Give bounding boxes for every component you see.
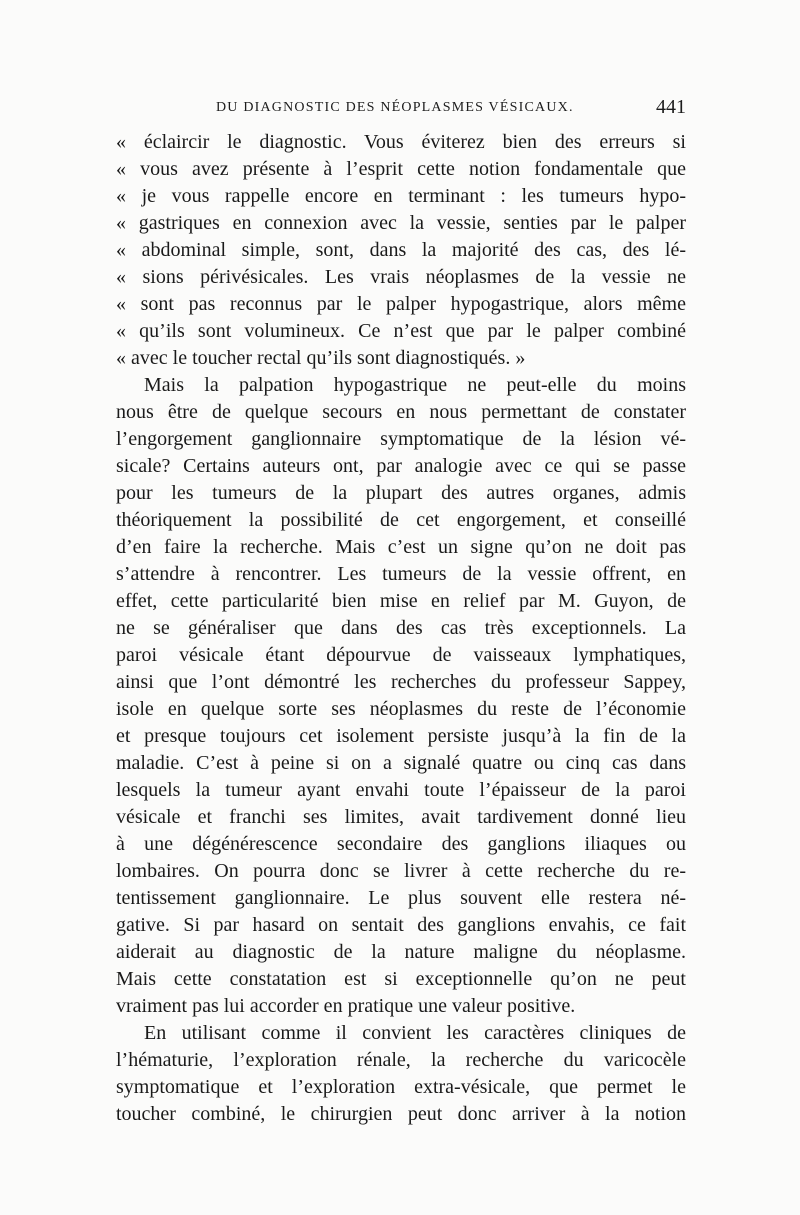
text-line: « je vous rappelle encore en terminant : les tumeurs hypo-: [116, 185, 686, 207]
text-line: « gastriques en connexion avec la vessie, senties par le palper: [116, 212, 686, 234]
text-line: aiderait au diagnostic de la nature maligne du néoplasme.: [116, 941, 686, 963]
text-line: l’hématurie, l’exploration rénale, la recherche du varicocèle: [116, 1049, 686, 1071]
text-line: effet, cette particularité bien mise en relief par M. Guyon, de: [116, 590, 686, 612]
page-header: [118, 96, 686, 122]
text-line: lombaires. On pourra donc se livrer à cette recherche du re-: [116, 860, 686, 882]
text-line: s’attendre à rencontrer. Les tumeurs de la vessie offrent, en: [116, 563, 686, 585]
text-line: à une dégénérescence secondaire des ganglions iliaques ou: [116, 833, 686, 855]
text-line: « vous avez présente à l’esprit cette notion fondamentale que: [116, 158, 686, 180]
text-line: vésicale et franchi ses limites, avait tardivement donné lieu: [116, 806, 686, 828]
text-line: gative. Si par hasard on sentait des ganglions envahis, ce fait: [116, 914, 686, 936]
text-line: ainsi que l’ont démontré les recherches du professeur Sappey,: [116, 671, 686, 693]
text-line: toucher combiné, le chirurgien peut donc arriver à la notion: [116, 1103, 686, 1125]
paragraph-first-line: En utilisant comme il convient les caractères cliniques de: [144, 1022, 686, 1044]
text-line: ne se généraliser que dans des cas très exceptionnels. La: [116, 617, 686, 639]
text-line: sicale? Certains auteurs ont, par analogie avec ce qui se passe: [116, 455, 686, 477]
page-number: 441: [656, 96, 686, 118]
text-line: isole en quelque sorte ses néoplasmes du reste de l’économie: [116, 698, 686, 720]
text-line: et presque toujours cet isolement persiste jusqu’à la fin de la: [116, 725, 686, 747]
text-line: théoriquement la possibilité de cet engorgement, et conseillé: [116, 509, 686, 531]
body-text: [116, 129, 686, 1128]
running-head: DU DIAGNOSTIC DES NÉOPLASMES VÉSICAUX.: [216, 100, 574, 115]
text-line: nous être de quelque secours en nous permettant de constater: [116, 401, 686, 423]
paragraph-first-line: Mais la palpation hypogastrique ne peut-elle du moins: [144, 374, 686, 396]
text-line: symptomatique et l’exploration extra-vésicale, que permet le: [116, 1076, 686, 1098]
text-line: « avec le toucher rectal qu’ils sont diagnostiqués. »: [116, 347, 526, 369]
text-line: tentissement ganglionnaire. Le plus souvent elle restera né-: [116, 887, 686, 909]
text-line: pour les tumeurs de la plupart des autres organes, admis: [116, 482, 686, 504]
text-line: d’en faire la recherche. Mais c’est un signe qu’on ne doit pas: [116, 536, 686, 558]
text-line: « qu’ils sont volumineux. Ce n’est que par le palper combiné: [116, 320, 686, 342]
text-line: paroi vésicale étant dépourvue de vaisseaux lymphatiques,: [116, 644, 686, 666]
text-line: Mais cette constatation est si exceptionnelle qu’on ne peut: [116, 968, 686, 990]
text-line: « éclaircir le diagnostic. Vous éviterez bien des erreurs si: [116, 131, 686, 153]
text-line: maladie. C’est à peine si on a signalé quatre ou cinq cas dans: [116, 752, 686, 774]
text-line: « sions périvésicales. Les vrais néoplasmes de la vessie ne: [116, 266, 686, 288]
text-line: l’engorgement ganglionnaire symptomatique de la lésion vé-: [116, 428, 686, 450]
text-line: « sont pas reconnus par le palper hypogastrique, alors même: [116, 293, 686, 315]
text-line: vraiment pas lui accorder en pratique une valeur positive.: [116, 995, 576, 1017]
text-line: « abdominal simple, sont, dans la majorité des cas, des lé-: [116, 239, 686, 261]
text-line: lesquels la tumeur ayant envahi toute l’épaisseur de la paroi: [116, 779, 686, 801]
